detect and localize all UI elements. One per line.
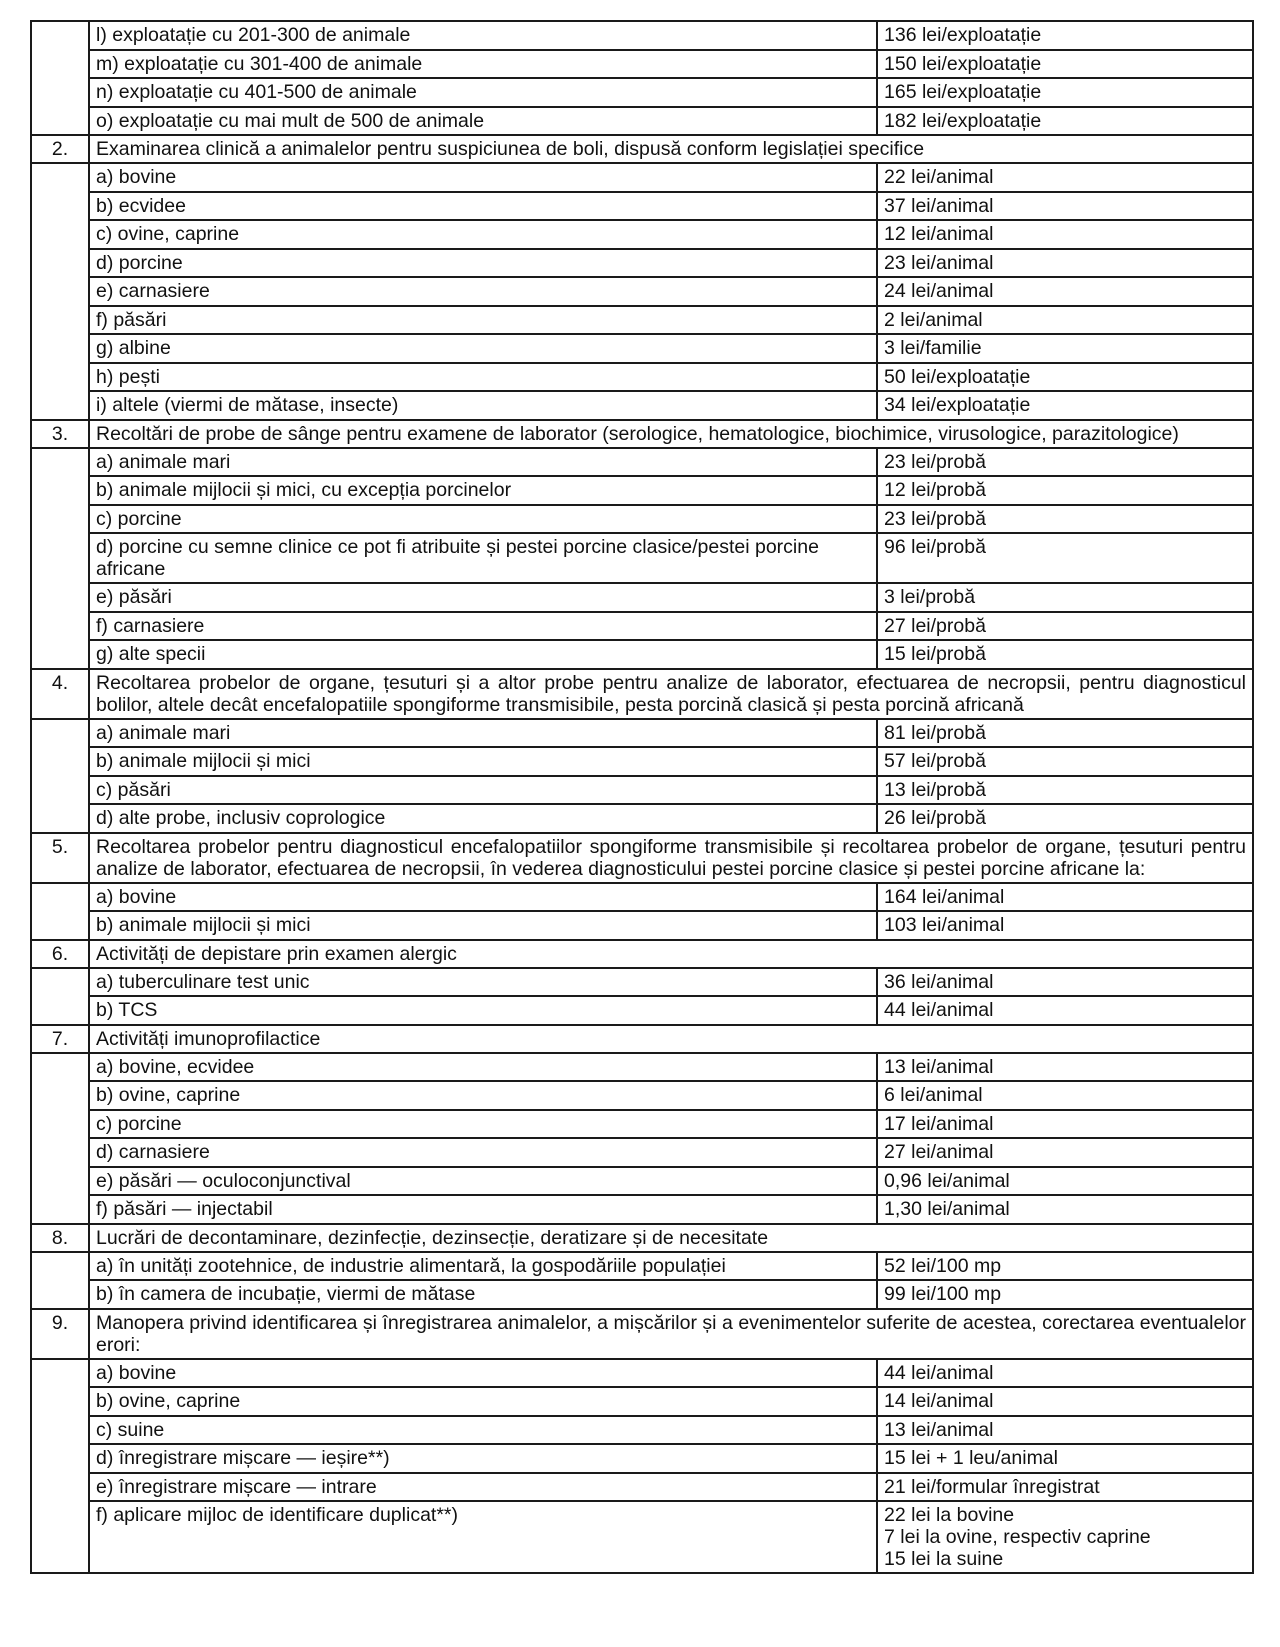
fee-item-row [31, 306, 1253, 335]
section-number: 8. [31, 1224, 89, 1252]
fee-item-value: 23 lei/probă [877, 505, 1253, 534]
section-number-spacer [31, 21, 89, 135]
fee-schedule-body [31, 21, 1253, 1573]
fee-item-row [31, 1081, 1253, 1110]
fee-item-row [31, 640, 1253, 669]
fee-item-row [31, 505, 1253, 534]
fee-item-label: g) albine [89, 334, 877, 363]
fee-item-label: c) porcine [89, 505, 877, 534]
fee-item-value: 12 lei/animal [877, 220, 1253, 249]
fee-item-value: 44 lei/animal [877, 996, 1253, 1025]
fee-item-row [31, 1416, 1253, 1445]
fee-item-row [31, 277, 1253, 306]
section-number-spacer [31, 163, 89, 420]
fee-item-label: b) animale mijlocii și mici [89, 911, 877, 940]
fee-item-row [31, 448, 1253, 477]
section-number: 2. [31, 135, 89, 163]
fee-item-value: 96 lei/probă [877, 533, 1253, 583]
fee-item-row [31, 334, 1253, 363]
fee-item-label: d) porcine cu semne clinice ce pot fi atribuite și pestei porcine clasice/pestei porcine africane [89, 533, 877, 583]
fee-item-label: e) păsări — oculoconjunctival [89, 1167, 877, 1196]
fee-item-label: c) păsări [89, 776, 877, 805]
fee-item-value: 3 lei/probă [877, 583, 1253, 612]
fee-item-row [31, 107, 1253, 136]
fee-item-row [31, 363, 1253, 392]
fee-item-value: 150 lei/exploatație [877, 50, 1253, 79]
fee-item-row [31, 612, 1253, 641]
fee-item-value: 50 lei/exploatație [877, 363, 1253, 392]
fee-item-row [31, 1359, 1253, 1388]
section-number-spacer [31, 719, 89, 833]
fee-item-label: i) altele (viermi de mătase, insecte) [89, 391, 877, 420]
fee-item-row [31, 391, 1253, 420]
fee-item-row [31, 1387, 1253, 1416]
fee-item-label: b) ecvidee [89, 192, 877, 221]
fee-item-label: b) ovine, caprine [89, 1387, 877, 1416]
section-number-spacer [31, 1252, 89, 1309]
fee-item-value: 23 lei/animal [877, 249, 1253, 278]
section-header-row [31, 1025, 1253, 1053]
fee-item-row [31, 804, 1253, 833]
fee-item-row [31, 1167, 1253, 1196]
fee-item-row [31, 1053, 1253, 1082]
fee-item-row [31, 1280, 1253, 1309]
fee-item-value: 34 lei/exploatație [877, 391, 1253, 420]
fee-item-row [31, 747, 1253, 776]
fee-item-label: b) animale mijlocii și mici [89, 747, 877, 776]
fee-item-value: 0,96 lei/animal [877, 1167, 1253, 1196]
section-title: Activități imunoprofilactice [89, 1025, 1253, 1053]
fee-item-label: m) exploatație cu 301-400 de animale [89, 50, 877, 79]
section-number: 4. [31, 669, 89, 719]
section-number: 7. [31, 1025, 89, 1053]
fee-item-row [31, 476, 1253, 505]
fee-item-label: c) suine [89, 1416, 877, 1445]
fee-item-label: d) carnasiere [89, 1138, 877, 1167]
fee-item-label: l) exploatație cu 201-300 de animale [89, 21, 877, 50]
fee-item-label: e) înregistrare mișcare — intrare [89, 1473, 877, 1502]
fee-item-value: 103 lei/animal [877, 911, 1253, 940]
fee-item-label: d) porcine [89, 249, 877, 278]
fee-item-label: a) bovine [89, 883, 877, 912]
fee-item-value: 15 lei + 1 leu/animal [877, 1444, 1253, 1473]
fee-item-row [31, 1252, 1253, 1281]
fee-item-value: 36 lei/animal [877, 968, 1253, 997]
fee-item-row [31, 719, 1253, 748]
section-header-row [31, 1309, 1253, 1359]
fee-item-value: 81 lei/probă [877, 719, 1253, 748]
fee-item-row [31, 163, 1253, 192]
fee-item-row [31, 50, 1253, 79]
fee-item-row [31, 78, 1253, 107]
section-header-row [31, 420, 1253, 448]
fee-item-value: 27 lei/probă [877, 612, 1253, 641]
fee-item-value [877, 1501, 1253, 1573]
fee-item-value: 13 lei/animal [877, 1053, 1253, 1082]
section-number: 5. [31, 833, 89, 883]
fee-item-label: a) bovine, ecvidee [89, 1053, 877, 1082]
fee-item-value: 13 lei/animal [877, 1416, 1253, 1445]
section-header-row [31, 1224, 1253, 1252]
fee-item-value-line: 7 lei la ovine, respectiv caprine [884, 1526, 1151, 1548]
fee-item-row [31, 1501, 1253, 1573]
fee-item-label: e) carnasiere [89, 277, 877, 306]
fee-item-label: d) alte probe, inclusiv coprologice [89, 804, 877, 833]
section-number-spacer [31, 1053, 89, 1224]
section-number: 6. [31, 940, 89, 968]
fee-item-value: 57 lei/probă [877, 747, 1253, 776]
fee-item-value: 6 lei/animal [877, 1081, 1253, 1110]
fee-item-value: 23 lei/probă [877, 448, 1253, 477]
fee-item-value: 2 lei/animal [877, 306, 1253, 335]
fee-item-label: f) aplicare mijloc de identificare duplicat**) [89, 1501, 877, 1573]
fee-item-value: 27 lei/animal [877, 1138, 1253, 1167]
fee-item-row [31, 1473, 1253, 1502]
fee-item-value-line: 15 lei la suine [884, 1548, 1004, 1570]
fee-item-label: f) carnasiere [89, 612, 877, 641]
section-number: 9. [31, 1309, 89, 1359]
section-title: Recoltarea probelor de organe, țesuturi și a altor probe pentru analize de laborator, efectuarea de necropsii, pentru diagnosticul bolilor, altele decât encefalopatiile spongiforme transmisibile, pesta porcină clasică și pesta porcină africană [89, 669, 1253, 719]
section-title: Recoltări de probe de sânge pentru examene de laborator (serologice, hematologice, biochimice, virusologice, parazitologice) [89, 420, 1253, 448]
fee-item-label: d) înregistrare mișcare — ieșire**) [89, 1444, 877, 1473]
fee-item-row [31, 968, 1253, 997]
fee-item-row [31, 192, 1253, 221]
fee-item-value: 17 lei/animal [877, 1110, 1253, 1139]
fee-item-value: 44 lei/animal [877, 1359, 1253, 1388]
fee-item-label: e) păsări [89, 583, 877, 612]
section-number: 3. [31, 420, 89, 448]
fee-item-row [31, 1138, 1253, 1167]
section-number-spacer [31, 448, 89, 669]
fee-item-value: 14 lei/animal [877, 1387, 1253, 1416]
fee-item-label: a) tuberculinare test unic [89, 968, 877, 997]
fee-item-row [31, 583, 1253, 612]
fee-item-row [31, 249, 1253, 278]
fee-schedule-table [30, 20, 1254, 1574]
fee-item-label: b) ovine, caprine [89, 1081, 877, 1110]
fee-item-value: 26 lei/probă [877, 804, 1253, 833]
fee-item-value: 21 lei/formular înregistrat [877, 1473, 1253, 1502]
fee-item-label: c) ovine, caprine [89, 220, 877, 249]
section-title: Lucrări de decontaminare, dezinfecție, dezinsecție, deratizare și de necesitate [89, 1224, 1253, 1252]
fee-item-label: n) exploatație cu 401-500 de animale [89, 78, 877, 107]
fee-item-value: 13 lei/probă [877, 776, 1253, 805]
fee-item-label: a) în unități zootehnice, de industrie alimentară, la gospodăriile populației [89, 1252, 877, 1281]
fee-item-value: 52 lei/100 mp [877, 1252, 1253, 1281]
fee-item-label: b) în camera de incubație, viermi de mătase [89, 1280, 877, 1309]
section-header-row [31, 135, 1253, 163]
fee-item-value: 12 lei/probă [877, 476, 1253, 505]
fee-item-label: h) pești [89, 363, 877, 392]
section-number-spacer [31, 968, 89, 1025]
fee-item-label: a) animale mari [89, 448, 877, 477]
section-number-spacer [31, 1359, 89, 1574]
fee-item-label: a) animale mari [89, 719, 877, 748]
fee-item-row [31, 911, 1253, 940]
section-header-row [31, 669, 1253, 719]
fee-item-value: 22 lei/animal [877, 163, 1253, 192]
section-title: Recoltarea probelor pentru diagnosticul encefalopatiilor spongiforme transmisibile și recoltarea probelor de organe, țesuturi pentru analize de laborator, efectuarea de necropsii, în vederea diagnosticului pestei porcine clasice și pestei porcine africane la: [89, 833, 1253, 883]
fee-item-row [31, 883, 1253, 912]
section-number-spacer [31, 883, 89, 940]
fee-item-value: 165 lei/exploatație [877, 78, 1253, 107]
fee-item-label: f) păsări [89, 306, 877, 335]
fee-item-value-line: 22 lei la bovine [884, 1504, 1015, 1526]
fee-item-value: 182 lei/exploatație [877, 107, 1253, 136]
fee-item-label: b) TCS [89, 996, 877, 1025]
fee-item-row [31, 533, 1253, 583]
fee-item-value: 15 lei/probă [877, 640, 1253, 669]
fee-item-label: b) animale mijlocii și mici, cu excepția porcinelor [89, 476, 877, 505]
fee-item-row [31, 21, 1253, 50]
fee-item-value: 164 lei/animal [877, 883, 1253, 912]
fee-item-row [31, 1444, 1253, 1473]
section-title: Examinarea clinică a animalelor pentru suspiciunea de boli, dispusă conform legislației specifice [89, 135, 1253, 163]
fee-item-row [31, 996, 1253, 1025]
fee-item-value: 99 lei/100 mp [877, 1280, 1253, 1309]
fee-item-row [31, 776, 1253, 805]
fee-item-value: 136 lei/exploatație [877, 21, 1253, 50]
section-title: Manopera privind identificarea și înregistrarea animalelor, a mișcărilor și a evenimentelor suferite de acestea, corectarea eventualelor erori: [89, 1309, 1253, 1359]
fee-item-value: 1,30 lei/animal [877, 1195, 1253, 1224]
fee-item-value: 3 lei/familie [877, 334, 1253, 363]
fee-item-value: 24 lei/animal [877, 277, 1253, 306]
fee-item-row [31, 220, 1253, 249]
fee-item-label: a) bovine [89, 163, 877, 192]
section-header-row [31, 940, 1253, 968]
fee-item-label: c) porcine [89, 1110, 877, 1139]
section-header-row [31, 833, 1253, 883]
fee-item-row [31, 1110, 1253, 1139]
fee-item-row [31, 1195, 1253, 1224]
fee-item-label: g) alte specii [89, 640, 877, 669]
fee-item-label: f) păsări — injectabil [89, 1195, 877, 1224]
section-title: Activități de depistare prin examen alergic [89, 940, 1253, 968]
fee-item-label: a) bovine [89, 1359, 877, 1388]
fee-item-label: o) exploatație cu mai mult de 500 de animale [89, 107, 877, 136]
fee-item-value: 37 lei/animal [877, 192, 1253, 221]
